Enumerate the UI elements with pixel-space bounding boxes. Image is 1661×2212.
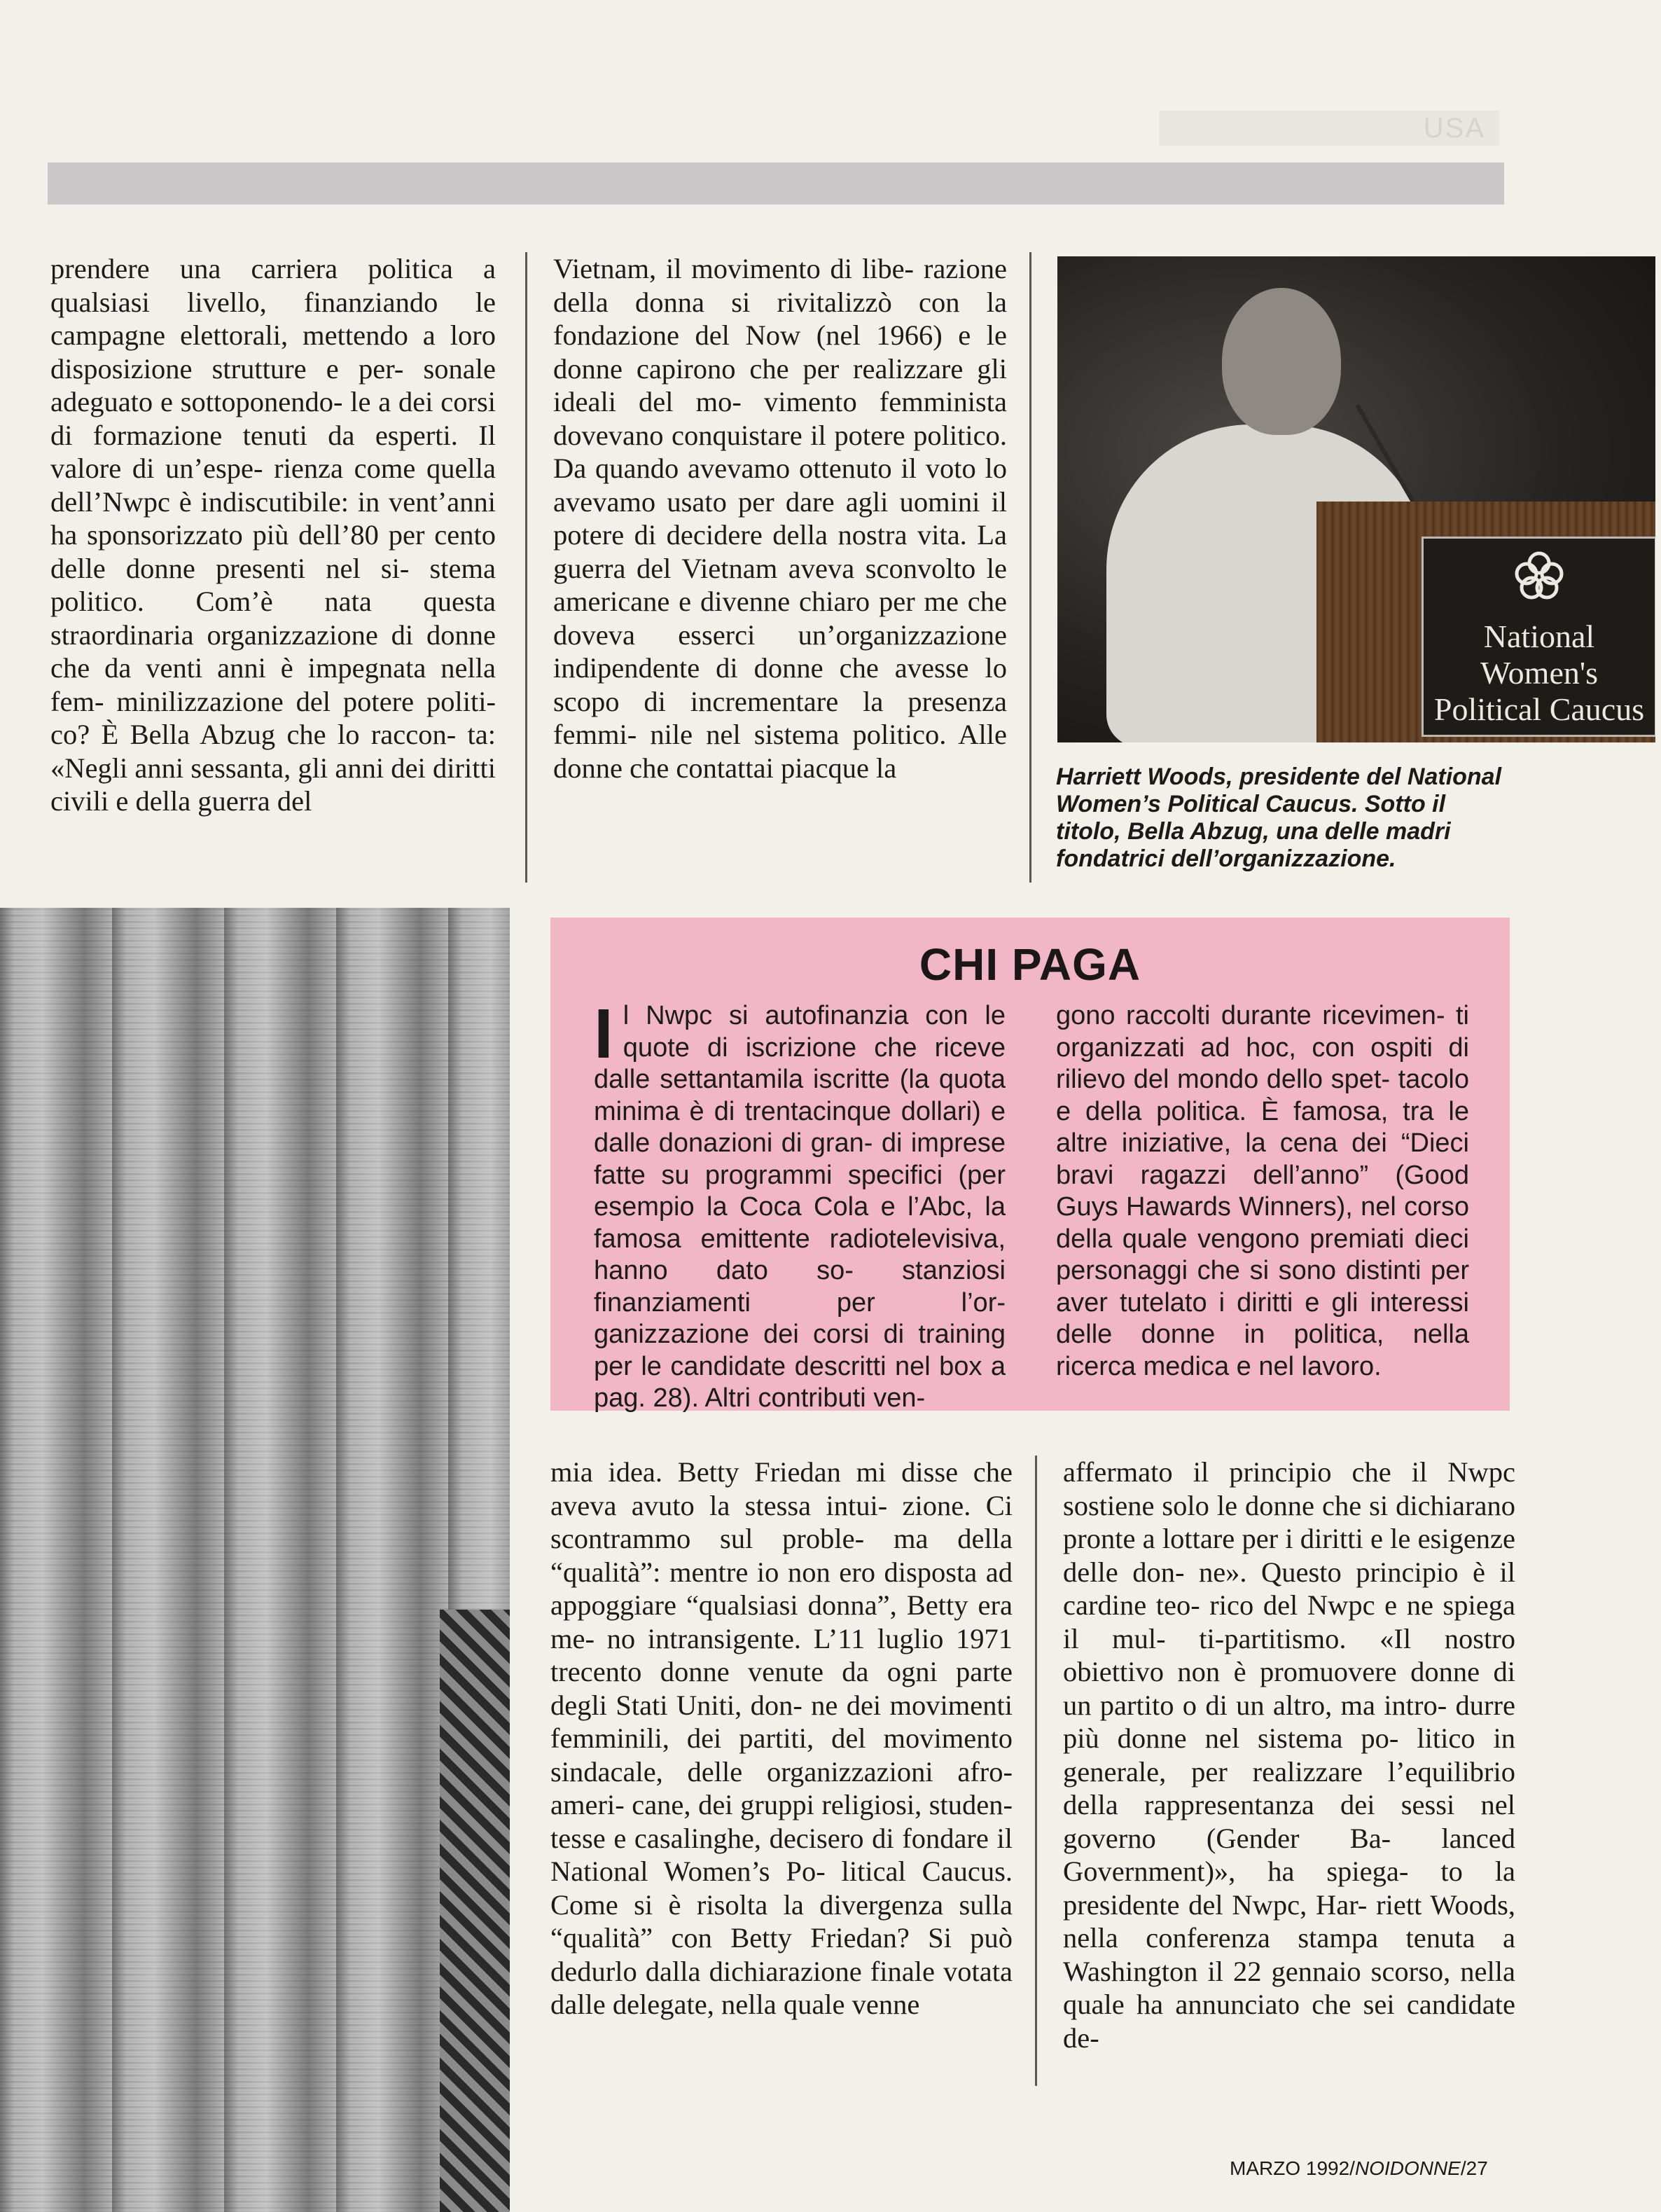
article-text: Vietnam, il movimento di libe- razione della donna si rivitalizzò con la fondazione del Now (nel 1966) e le donne capirono che per realizzare gli ideali del mo- vimento femminista dovevano conquistare il potere politico. Da quando avevamo ottenuto il voto lo avevamo usato per dare agli uomini il potere di decidere della nostra vita. La guerra del Vietnam aveva sconvolto le americane e divenne chiaro per me che doveva esserci un’organizzazione indipendente di donne che avesse lo scopo di incrementare la presenza femmi- nile nel sistema politico. Alle donne che contattai piacque la xyxy=(553,253,1007,784)
column-divider xyxy=(1035,1456,1037,2086)
photo-caption: Harriett Woods, presidente del National Women’s Political Caucus. Sotto il titolo, Bella Abzug, una delle madri fondatrici dell’organizzazione. xyxy=(1056,763,1502,872)
drop-cap: I xyxy=(594,995,613,1073)
box-column-1 xyxy=(594,995,1006,1415)
speaker-head xyxy=(1222,288,1341,435)
flower-logo-icon xyxy=(1508,546,1571,609)
box-text: gono raccolti durante ricevimen- ti organizzati ad hoc, con ospiti di rilievo del mondo dello spet- tacolo e della politica. È famosa, tra le altre iniziative, la cena dei “Dieci bravi ragazzi dell’anno” (Good Guys Hawards Winners), nel corso della quale vengono premiati dieci personaggi che si sono distinti per aver tutelato i diritti e gli interessi delle donne in politica, nella ricerca medica e nel lavoro. xyxy=(1056,1001,1469,1381)
folio-magazine: NOIDONNE xyxy=(1354,2157,1461,2179)
curtain-photo xyxy=(0,908,510,2212)
podium-sign xyxy=(1422,537,1655,737)
section-tag: USA xyxy=(1159,111,1499,146)
folio-date: MARZO 1992/ xyxy=(1230,2157,1355,2179)
speaker-photo xyxy=(1057,256,1655,742)
chi-paga-box xyxy=(550,918,1510,1411)
article-text: affermato il principio che il Nwpc sostiene solo le donne che si dichiarano pronte a lottare per i diritti e le esigenze delle don- ne». Questo principio è il cardine teo- rico del Nwpc e ne spiega il mul- ti-partitismo. «Il nostro obiettivo non è promuovere donne di un partito o di un altro, ma intro- durre più donne nel sistema po- litico in generale, per realizzare l’equilibrio della rappresentanza dei sessi nel governo (Gender Ba- lanced Government)», ha spiega- to la presidente del Nwpc, Har- riett Woods, nella conferenza stampa tenuta a Washington il 22 gennaio scorso, nella quale ha annunciato che sei candidate de- xyxy=(1063,1456,1515,2054)
header-rule-bar xyxy=(48,163,1504,205)
article-column-3 xyxy=(550,1456,1013,2021)
folio-page: /27 xyxy=(1460,2157,1488,2179)
column-divider xyxy=(1029,252,1031,883)
podium-sign-line-1: National Women's xyxy=(1480,618,1599,691)
article-text: prendere una carriera politica a qualsiasi livello, finanziando le campagne elettorali, mettendo a loro disposizione strutture e per- sonale adeguato e sottoponendo- le a dei corsi di formazione tenuti da esperti. Il valore di un’espe- rienza come quella dell’Nwpc è indiscutibile: in vent’anni ha sponsorizzato più dell’80 per cento delle donne presenti nel si- stema politico. Com’è nata questa straordinaria organizzazione di donne che da venti anni è impegnata nella fem- minilizzazione del potere politi- co? È Bella Abzug che lo raccon- ta: «Negli anni sessanta, gli anni dei diritti civili e della guerra del xyxy=(50,253,496,817)
article-column-1 xyxy=(50,252,496,818)
article-text: mia idea. Betty Friedan mi disse che aveva avuto la stessa intui- zione. Ci scontrammo sul proble- ma della “qualità”: mentre io non ero disposta ad appoggiare “qualsiasi donna”, Betty era me- no intransigente. L’11 luglio 1971 trecento donne venute da ogni parte degli Stati Uniti, don- ne dei movimenti femminili, dei partiti, del movimento sindacale, delle organizzazioni afro-ameri- cane, dei gruppi religiosi, studen- tesse e casalinghe, decisero di fondare il National Women’s Po- litical Caucus. Come si è risolta la divergenza sulla “qualità” con Betty Friedan? Si può dedurlo dalla dichiarazione finale votata dalle delegate, nella quale venne xyxy=(550,1456,1013,2020)
column-divider xyxy=(525,252,527,883)
box-column-2 xyxy=(1056,1000,1469,1383)
article-column-4 xyxy=(1063,1456,1515,2054)
curtain-shadow xyxy=(440,1610,510,2212)
page-folio xyxy=(1230,2157,1488,2180)
podium-sign-line-2: Political Caucus xyxy=(1433,691,1645,727)
box-title: CHI PAGA xyxy=(919,939,1141,990)
box-text: l Nwpc si autofinanzia con le quote di iscrizione che riceve dalle settantamila iscritte (la quota minima è di trentacinque dollari) e dalle donazioni di gran- di imprese fatte su programmi specifici (per esempio la Coca Cola e l’Abc, la famosa emittente radiotelevisiva, hanno dato so- stanziosi finanziamenti per l’or- ganizzazione dei corsi di training per le candidate descritti nel box a pag. 28). Altri contributi ven- xyxy=(594,1001,1006,1413)
article-column-2 xyxy=(553,252,1007,784)
